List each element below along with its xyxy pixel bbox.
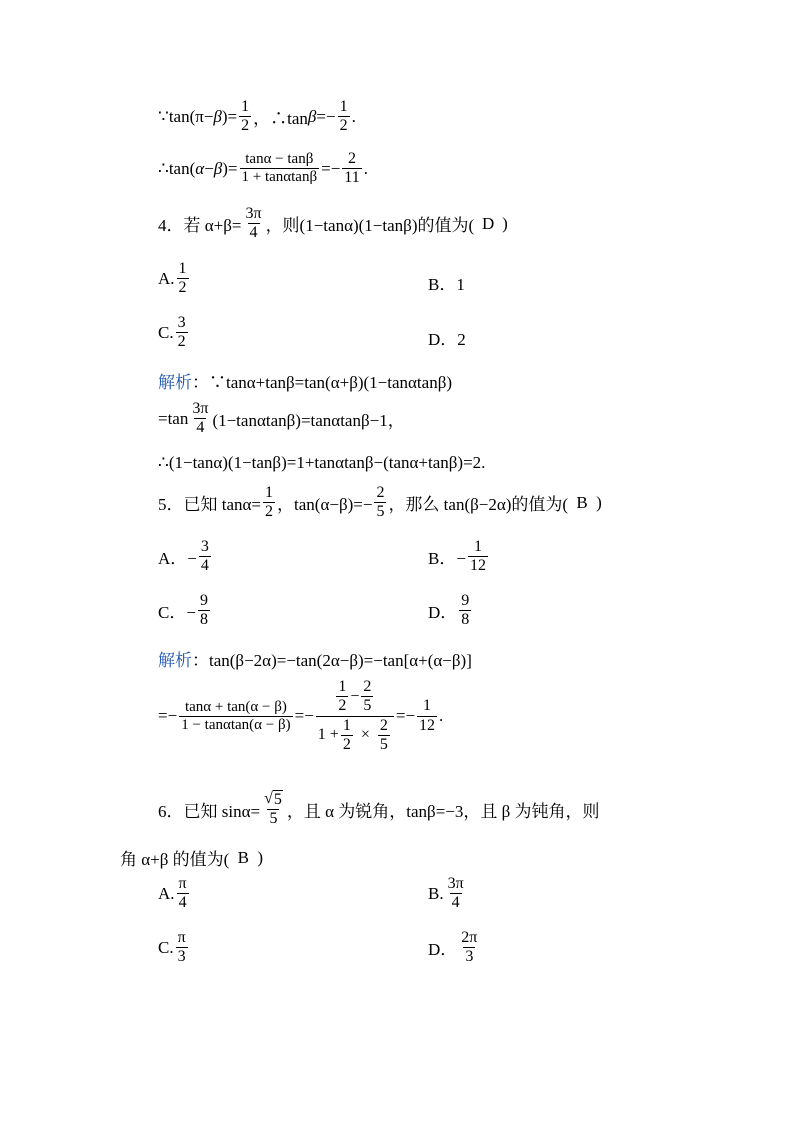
fraction-half: $\frac{1}{2}$	[339, 98, 348, 135]
option-label: D．	[428, 940, 458, 960]
fraction-half: $\frac{1}{2}$	[241, 98, 250, 135]
fraction-3pi-4: $\frac{3\pi}{4}$	[245, 205, 262, 242]
q4-stem	[158, 205, 508, 243]
fraction: $\frac{2\pi}{3}$	[461, 929, 478, 966]
fraction: $\frac{3}{4}$	[200, 538, 209, 575]
alpha: α	[195, 158, 205, 178]
option-label: B．−	[428, 549, 466, 569]
fraction: $\frac{1}{2}$	[342, 716, 351, 754]
fraction: $\frac{2}{5}$	[379, 716, 388, 754]
fraction: $\frac{\tan\alpha + \tan(\alpha - \beta)}{1 - \tan\alpha\tan(\alpha - \beta)}$	[181, 698, 291, 733]
option-label: A.	[158, 268, 175, 288]
text: =−	[395, 706, 416, 726]
answer: B	[576, 492, 588, 512]
beta: β	[307, 106, 317, 126]
beta: β	[213, 158, 223, 178]
q6-stem-line-2	[120, 845, 263, 870]
q5-option-d	[428, 592, 473, 630]
text: ，∴tan	[253, 109, 308, 129]
q4-option-c	[158, 314, 190, 352]
text: =−	[158, 706, 178, 726]
q3-solution-line-2	[158, 150, 368, 188]
fraction-result: $\frac{2}{11}$	[344, 150, 360, 187]
option-label: D．2	[428, 330, 466, 349]
text: =−	[316, 106, 336, 126]
fraction: $\frac{3\pi}{4}$	[447, 875, 464, 912]
fraction: $\frac{9}{8}$	[199, 592, 208, 629]
fraction-tan-diff: $\frac{\tan\alpha - \tan\beta}{1 + \tan\alpha\tan\beta}$	[241, 151, 318, 186]
option-label: C．−	[158, 603, 196, 623]
q5-option-a	[158, 538, 213, 576]
text: =−	[294, 706, 314, 726]
text: ，tan(α−β)=−	[277, 495, 373, 515]
fraction: $\frac{2}{5}$	[363, 678, 372, 715]
text: 6．已知 sinα=	[158, 801, 261, 821]
q6-option-c	[158, 929, 190, 967]
option-label: A．−	[158, 549, 197, 569]
fraction: $\frac{1}{2}$	[178, 260, 187, 297]
text: )	[596, 492, 602, 512]
option-label: B．1	[428, 275, 465, 294]
sqrt-symbol: √ 5	[264, 790, 282, 808]
text: ，那么 tan(β−2α)的值为(	[388, 495, 569, 515]
fraction-sqrt5-5: √ 5 5	[262, 790, 285, 829]
option-label: A.	[158, 883, 175, 903]
complex-fraction	[316, 678, 394, 755]
text: 角 α+β 的值为(	[120, 850, 230, 869]
text: )	[257, 847, 263, 867]
q3-solution-line-1	[158, 98, 356, 136]
q6-stem-line-1	[158, 790, 600, 829]
fraction: $\frac{3\pi}{4}$	[192, 400, 209, 437]
q5-jiexi-line-2	[158, 678, 443, 755]
fraction: $\frac{2}{5}$	[376, 484, 385, 521]
jiexi-label: 解析	[158, 373, 192, 392]
text: ，且 α 为锐角，tanβ=−3，且 β 为钝角，则	[286, 801, 600, 821]
option-label: C.	[158, 937, 174, 957]
q6-option-a	[158, 875, 191, 913]
text: ：∵tanα+tanβ=tan(α+β)(1−tanαtanβ)	[192, 373, 453, 392]
text: )=	[221, 106, 238, 126]
answer: B	[237, 847, 249, 867]
fraction: $\frac{1}{12}$	[469, 538, 486, 575]
text: .	[363, 158, 368, 178]
text: ∵tan(π−	[158, 106, 214, 126]
fraction: $\frac{3}{2}$	[177, 314, 186, 351]
answer: D	[482, 213, 495, 233]
fraction: $\frac{1}{12}$	[419, 697, 436, 734]
q5-stem	[158, 484, 602, 522]
jiexi-label: 解析	[158, 651, 192, 670]
fraction: $\frac{1}{2}$	[338, 678, 347, 715]
text: =tan	[158, 408, 189, 428]
text: ：tan(β−2α)=−tan(2α−β)=−tan[α+(α−β)]	[192, 651, 472, 670]
q4-jiexi-line-1	[158, 368, 452, 393]
text: )=	[222, 158, 238, 178]
text: −	[350, 687, 360, 705]
q4-jiexi-line-2	[158, 400, 405, 438]
text: .	[351, 106, 356, 126]
text: 1 +	[317, 726, 339, 744]
text: =−	[321, 158, 341, 178]
text: 4．若 α+β=	[158, 216, 242, 236]
text: (1−tanαtanβ)=tanαtanβ−1，	[212, 411, 405, 431]
q4-jiexi-line-3	[158, 453, 485, 473]
text: −	[204, 158, 214, 178]
option-label: B.	[428, 883, 444, 903]
beta: β	[213, 106, 222, 126]
text: ∴(1−tanα)(1−tanβ)=1+tanαtanβ−(tanα+tanβ)=2.	[158, 453, 486, 472]
sqrt-numerator	[262, 790, 285, 809]
q4-option-a	[158, 260, 191, 298]
fraction: $\frac{\pi}{3}$	[177, 929, 186, 966]
fraction: $\frac{9}{8}$	[461, 592, 470, 629]
complex-denominator	[316, 716, 394, 755]
text: 5．已知 tanα=	[158, 495, 262, 515]
complex-numerator	[332, 678, 377, 716]
text: ×	[360, 726, 370, 744]
text: .	[439, 706, 444, 726]
q6-option-b	[428, 875, 468, 913]
option-label: D．	[428, 603, 458, 623]
fraction: $\frac{1}{2}$	[265, 484, 274, 521]
text: ∴tan(	[158, 158, 196, 178]
text: ，则(1−tanα)(1−tanβ)的值为(	[265, 216, 475, 236]
fraction: $\frac{\pi}{4}$	[178, 875, 187, 912]
q5-jiexi-line-1	[158, 646, 472, 671]
q5-option-c	[158, 592, 212, 630]
q5-option-b	[428, 538, 490, 576]
option-label: C.	[158, 322, 174, 342]
text: )	[502, 213, 508, 233]
q4-option-d	[428, 325, 466, 350]
q6-option-d	[428, 929, 481, 967]
q4-option-b	[428, 270, 465, 295]
